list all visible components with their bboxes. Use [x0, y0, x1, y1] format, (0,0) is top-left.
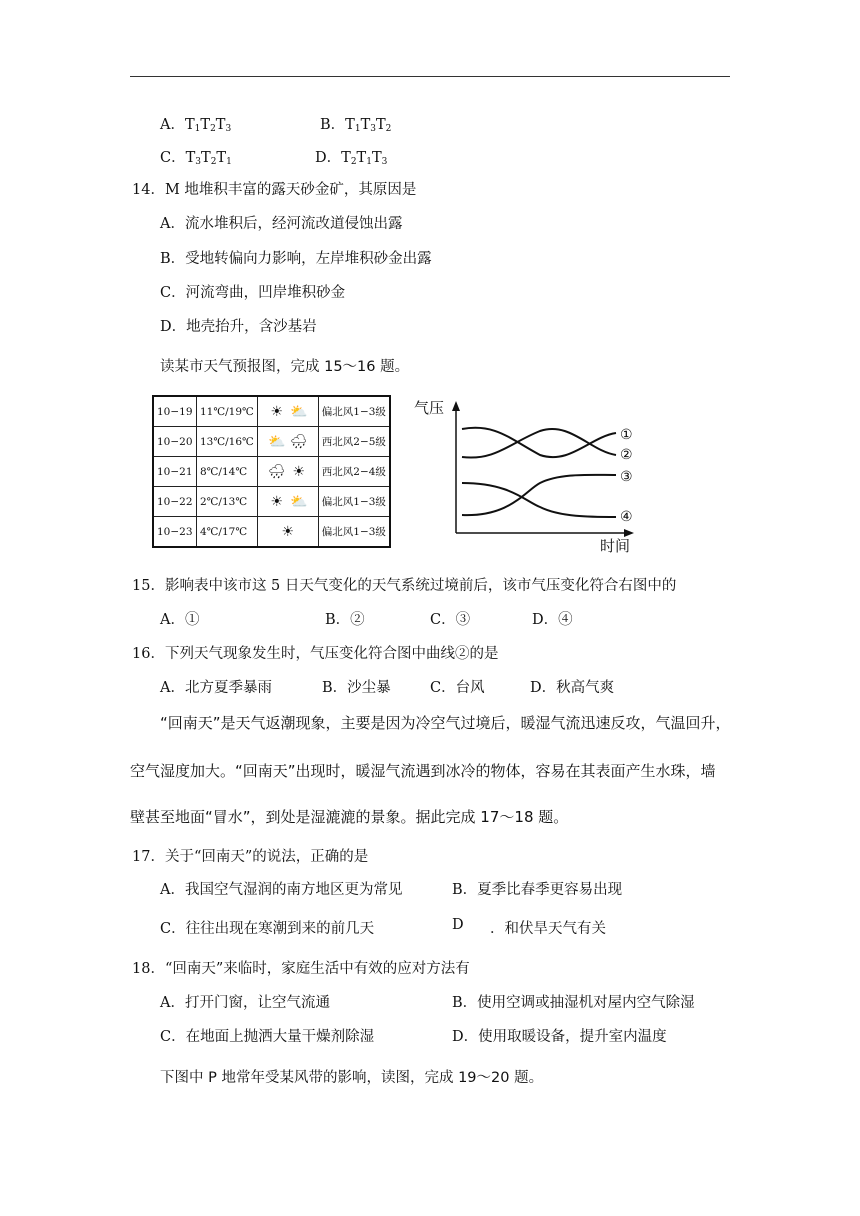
- q13-b-text: $T_1T_3T_2$: [345, 117, 392, 134]
- weather-date: 10−20: [153, 427, 197, 457]
- weather-wind: 偏北风1−3级: [318, 487, 390, 517]
- q15-option-d: D．④: [532, 612, 573, 628]
- q17-stem: 17．关于“回南天”的说法，正确的是: [132, 849, 369, 865]
- partly-cloudy-icon: ⛅: [268, 433, 286, 450]
- q13-option-c: C．$T_3T_2T_1$: [160, 150, 232, 167]
- q13-option-a: A．$T_1T_2T_3$: [160, 117, 232, 134]
- q13-option-b: B．$T_1T_3T_2$: [320, 117, 392, 134]
- curve-3: [462, 475, 616, 515]
- sun-icon: ☀: [270, 493, 284, 510]
- q14-option-b: B．受地转偏向力影响，左岸堆积砂金出露: [160, 251, 432, 267]
- weather-icons: [257, 396, 318, 427]
- sun-icon: ☀: [270, 403, 284, 420]
- q15-option-a: A．①: [160, 612, 200, 628]
- q18-option-a: A．打开门窗，让空气流通: [160, 995, 330, 1011]
- q15-option-b: B．②: [325, 612, 365, 628]
- weather-icons: [257, 427, 318, 457]
- partly-cloudy-icon: ⛅: [290, 403, 308, 420]
- curve-label-4: ④: [620, 509, 633, 525]
- pressure-chart: [410, 395, 650, 555]
- weather-row: [153, 517, 390, 548]
- curve-label-2: ②: [620, 447, 633, 463]
- weather-row: [153, 396, 390, 427]
- q18-option-c: C．在地面上抛洒大量干燥剂除湿: [160, 1029, 375, 1045]
- weather-date: 10−22: [153, 487, 197, 517]
- weather-temp: 11℃/19℃: [197, 396, 258, 427]
- curve-label-1: ①: [620, 427, 633, 443]
- weather-wind: 西北风2−5级: [318, 427, 390, 457]
- weather-row: [153, 427, 390, 457]
- q14-stem: 14．M 地堆积丰富的露天砂金矿，其原因是: [132, 182, 417, 198]
- q17-option-d-letter: D: [452, 917, 464, 933]
- intro-19-20: 下图中 P 地常年受某风带的影响，读图，完成 19～20 题。: [160, 1070, 544, 1086]
- sun-icon: ☀: [292, 463, 306, 480]
- weather-date: 10−23: [153, 517, 197, 548]
- weather-icons: [257, 457, 318, 487]
- chart-xlabel: 时间: [600, 537, 631, 555]
- weather-wind: 偏北风1−3级: [318, 517, 390, 548]
- cloud-rain-icon: 🌧: [289, 433, 308, 450]
- q13-a-text: $T_1T_2T_3$: [184, 117, 232, 134]
- q16-option-c: C．台风: [430, 680, 485, 696]
- weather-temp: 8℃/14℃: [197, 457, 258, 487]
- weather-temp: 2℃/13℃: [197, 487, 258, 517]
- q18-stem: 18．“回南天”来临时，家庭生活中有效的应对方法有: [132, 961, 470, 977]
- weather-row: [153, 457, 390, 487]
- header-rule: [130, 76, 730, 77]
- q13-c-text: $T_3T_2T_1$: [185, 150, 232, 167]
- weather-wind: 偏北风1−3级: [318, 396, 390, 427]
- q18-option-d: D．使用取暖设备，提升室内温度: [452, 1029, 667, 1045]
- q15-stem: 15．影响表中该市这 5 日天气变化的天气系统过境前后，该市气压变化符合右图中的: [132, 578, 677, 594]
- curve-2: [462, 429, 616, 458]
- q17-option-a: A．我国空气湿润的南方地区更为常见: [160, 882, 403, 898]
- weather-date: 10−19: [153, 396, 197, 427]
- q14-option-d: D．地壳抬升，含沙基岩: [160, 319, 317, 335]
- partly-cloudy-icon: ⛅: [290, 493, 308, 510]
- curve-4: [462, 483, 616, 517]
- intro-15-16: 读某市天气预报图，完成 15～16 题。: [160, 359, 410, 375]
- passage-line-2: 空气湿度加大。“回南天”出现时，暖湿气流遇到冰冷的物体，容易在其表面产生水珠，墙: [130, 762, 716, 780]
- passage-line-3: 壁甚至地面“冒水”，到处是湿漉漉的景象。据此完成 17～18 题。: [130, 808, 569, 826]
- q13-d-text: $T_2T_1T_3$: [341, 150, 388, 167]
- weather-temp: 13℃/16℃: [197, 427, 258, 457]
- q16-option-a: A．北方夏季暴雨: [160, 680, 272, 696]
- q14-option-c: C．河流弯曲，凹岸堆积砂金: [160, 285, 346, 301]
- q16-option-b: B．沙尘暴: [322, 680, 391, 696]
- passage-line-1: “回南天”是天气返潮现象，主要是因为冷空气过境后，暖湿气流迅速反攻，气温回升，: [160, 714, 731, 732]
- sun-icon: ☀: [281, 523, 295, 540]
- q16-stem: 16．下列天气现象发生时，气压变化符合图中曲线②的是: [132, 646, 499, 662]
- cloud-rain-icon: 🌧: [267, 463, 286, 480]
- weather-table: [152, 395, 391, 548]
- weather-wind: 西北风2−4级: [318, 457, 390, 487]
- weather-row: [153, 487, 390, 517]
- curve-label-3: ③: [620, 469, 633, 485]
- q15-option-c: C．③: [430, 612, 471, 628]
- y-axis-arrow: [452, 401, 460, 411]
- weather-date: 10−21: [153, 457, 197, 487]
- x-axis-arrow: [624, 529, 634, 537]
- weather-icons: [257, 487, 318, 517]
- weather-temp: 4℃/17℃: [197, 517, 258, 548]
- chart-ylabel: 气压: [414, 399, 445, 417]
- q17-option-c: C．往往出现在寒潮到来的前几天: [160, 921, 375, 937]
- q13-option-d: D．$T_2T_1T_3$: [315, 150, 388, 167]
- q17-option-b: B．夏季比春季更容易出现: [452, 882, 623, 898]
- q18-option-b: B．使用空调或抽湿机对屋内空气除湿: [452, 995, 695, 1011]
- q17-option-d-text: ．和伏旱天气有关: [490, 921, 606, 937]
- q14-option-a: A．流水堆积后，经河流改道侵蚀出露: [160, 216, 403, 232]
- q16-option-d: D．秋高气爽: [530, 680, 615, 696]
- weather-icons: [257, 517, 318, 548]
